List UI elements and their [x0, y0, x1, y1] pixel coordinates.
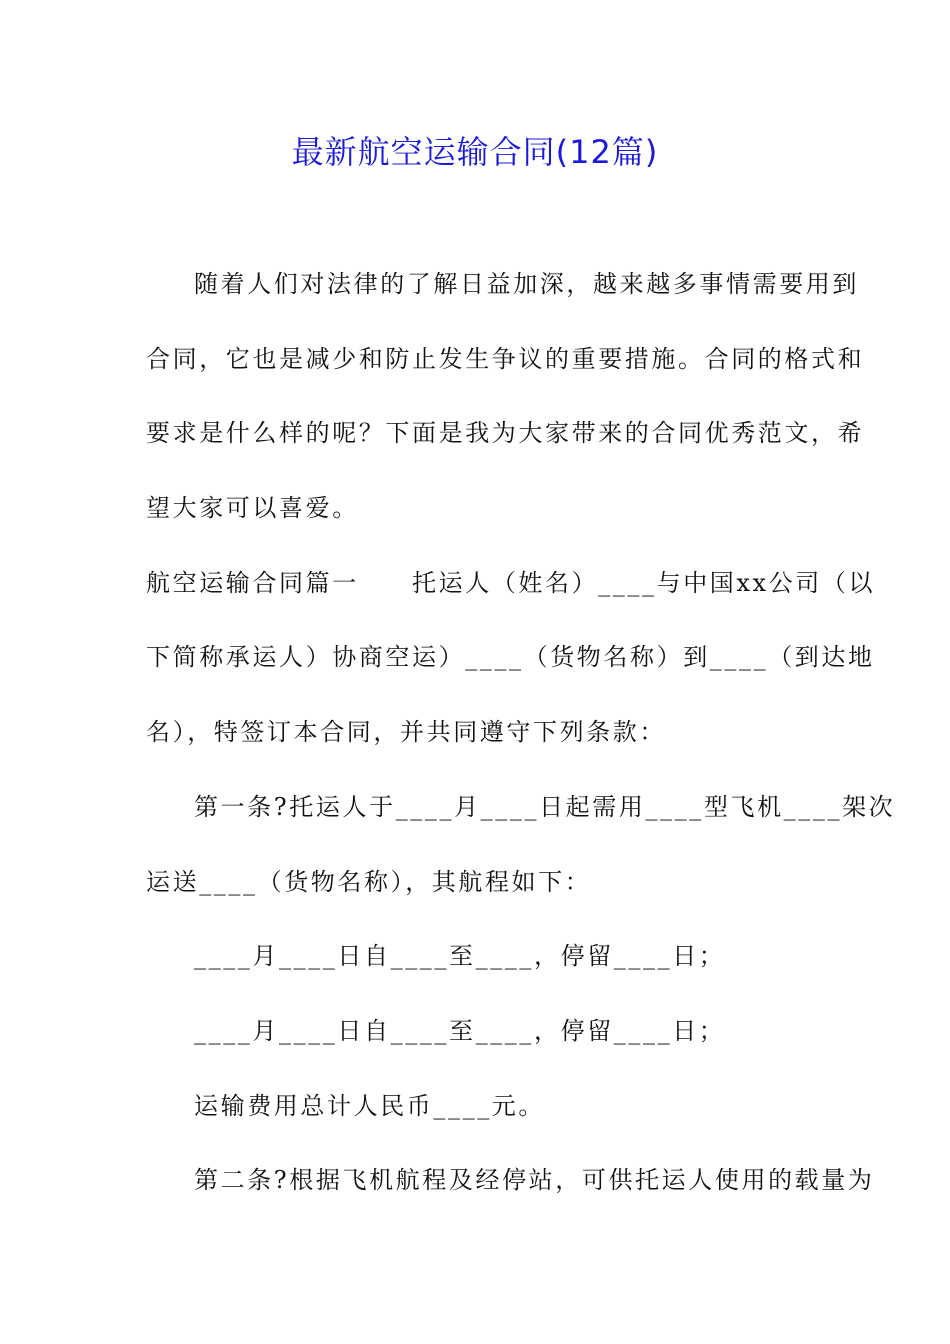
paragraph-line: 运输费用总计人民币____元。	[194, 1091, 545, 1120]
paragraph-line: 航空运输合同篇一 托运人（姓名）____与中国xx公司（以	[146, 568, 876, 597]
paragraph-line: 合同，它也是减少和防止发生争议的重要措施。合同的格式和	[146, 344, 865, 373]
paragraph-line: 随着人们对法律的了解日益加深，越来越多事情需要用到	[194, 270, 859, 298]
paragraph-line: 第二条?根据飞机航程及经停站，可供托运人使用的载量为	[194, 1166, 875, 1195]
paragraph-line: 下简称承运人）协商空运）____（货物名称）到____（到达地	[146, 643, 875, 672]
document-title: 最新航空运输合同(12篇)	[291, 133, 659, 171]
paragraph-line: 名），特签订本合同，并共同遵守下列条款：	[146, 718, 666, 747]
paragraph-line: 要求是什么样的呢？下面是我为大家带来的合同优秀范文，希	[146, 419, 865, 448]
document-body	[146, 262, 896, 1233]
paragraph-line: ____月____日自____至____，停留____日；	[194, 1016, 726, 1045]
paragraph-line: 第一条?托运人于____月____日起需用____型飞机____架次	[194, 792, 896, 821]
paragraph-line: ____月____日自____至____，停留____日；	[194, 942, 726, 971]
paragraph-line: 运送____（货物名称），其航程如下：	[146, 867, 592, 896]
paragraph-line: 望大家可以喜爱。	[146, 494, 359, 523]
